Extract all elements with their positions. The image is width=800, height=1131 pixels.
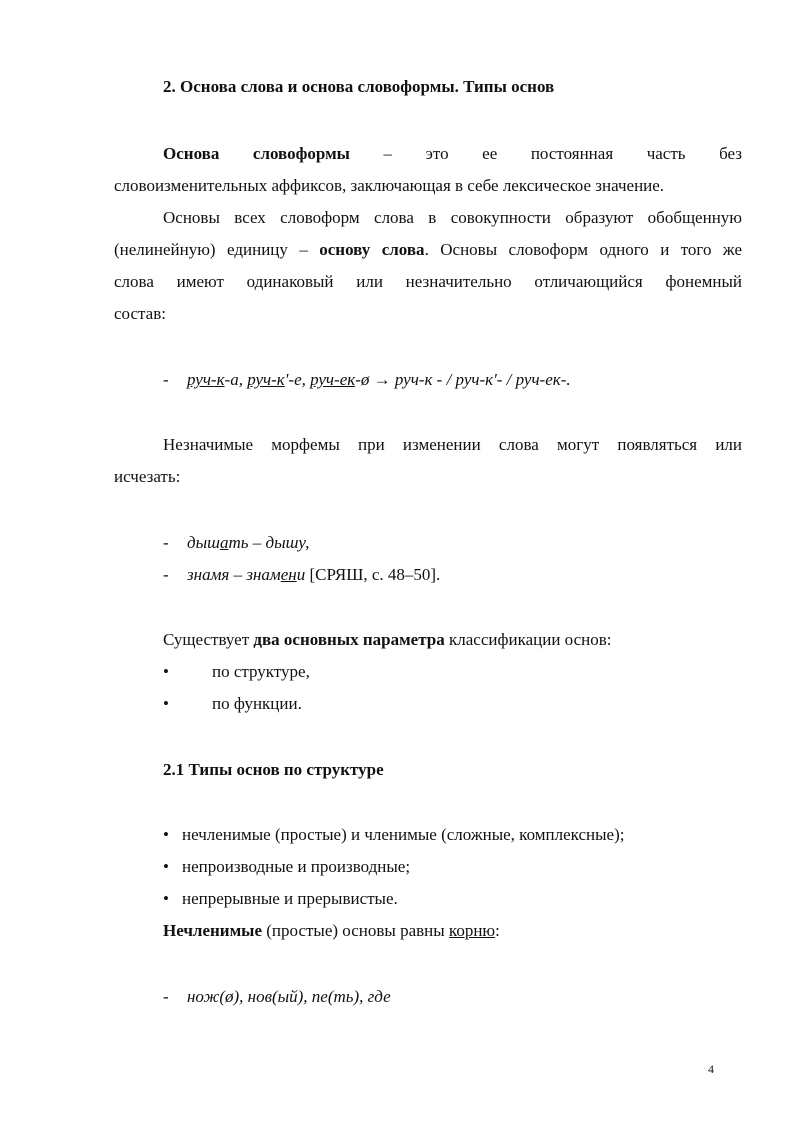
list-item-text: непрерывные и прерывистые. <box>182 889 398 908</box>
list-item <box>0 656 800 688</box>
subsection-heading: 2.1 Типы основ по структуре <box>163 760 384 779</box>
bullet: • <box>163 857 169 876</box>
list-item-text: непроизводные и производные; <box>182 857 411 876</box>
paragraph-parameters <box>114 624 742 656</box>
paragraph-line: слова имеют одинаковый или незначительно отличающийся фонемный <box>114 272 742 291</box>
list-item-text: нечленимые (простые) и членимые (сложные, комплексные); <box>182 825 625 844</box>
example-text: знамя – знамени [СРЯШ, с. 48–50]. <box>187 565 441 584</box>
bullet: • <box>163 825 169 844</box>
paragraph-line: состав: <box>114 304 166 323</box>
paragraph-line: Нечленимые (простые) основы равны корню: <box>163 921 500 940</box>
bullet: • <box>163 662 169 681</box>
list-item-text: по структуре, <box>212 662 310 681</box>
list-item <box>0 883 800 915</box>
example-text: руч-к-а, руч-к'-е, руч-ек-ø → руч-к - / руч-к'- / руч-ек-. <box>187 370 571 389</box>
paragraph-line: Незначимые морфемы при изменении слова могут появляться или <box>163 435 742 454</box>
paragraph-line: Основа словоформы – это ее постоянная часть без <box>163 144 743 163</box>
list-dash: - <box>163 565 169 584</box>
list-dash: - <box>163 533 169 552</box>
example-line <box>0 527 800 559</box>
list-item <box>0 819 800 851</box>
paragraph-simple-stems <box>114 915 742 947</box>
bullet: • <box>163 694 169 713</box>
example-text: дышать – дышу, <box>187 533 310 552</box>
bullet: • <box>163 889 169 908</box>
example-text: нож(ø), нов(ый), пе(ть), где <box>187 987 391 1006</box>
example-line <box>0 559 800 591</box>
paragraph-line: (нелинейную) единицу – основу слова. Основы словоформ одного и того же <box>114 240 742 259</box>
page-number: 4 <box>708 1062 714 1076</box>
paragraph-stem-word <box>114 202 742 330</box>
list-item <box>0 851 800 883</box>
paragraph-insignificant-morphemes <box>114 429 742 493</box>
list-dash: - <box>163 370 169 389</box>
paragraph-stem-wordform <box>114 138 742 202</box>
list-item-text: по функции. <box>212 694 302 713</box>
paragraph-line: Основы всех словоформ слова в совокупности образуют обобщенную <box>163 208 742 227</box>
list-dash: - <box>163 987 169 1006</box>
example-line <box>0 981 800 1013</box>
section-heading: 2. Основа слова и основа словоформы. Типы основ <box>163 77 555 96</box>
example-line <box>0 364 800 396</box>
paragraph-line: словоизменительных аффиксов, заключающая в себе лексическое значение. <box>114 176 665 195</box>
paragraph-line: Существует два основных параметра классификации основ: <box>163 630 612 649</box>
list-item <box>0 688 800 720</box>
paragraph-line: исчезать: <box>114 467 181 486</box>
